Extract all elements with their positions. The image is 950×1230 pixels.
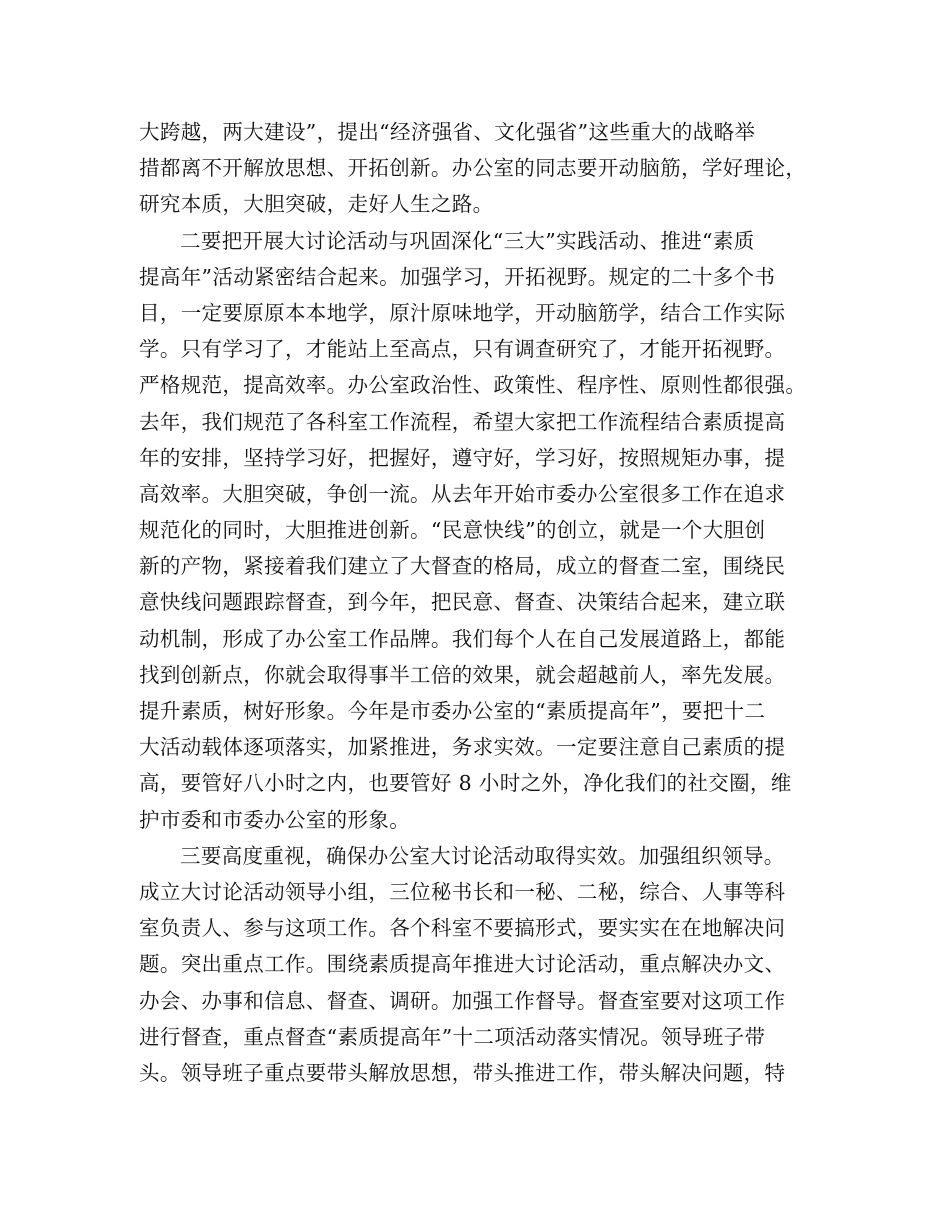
- text-line: 高，要管好八小时之内，也要管好 8 小时之外，净化我们的社交圈，维: [139, 771, 792, 796]
- text-line: 成立大讨论活动领导小组，三位秘书长和一秘、二秘，综合、人事等科: [139, 879, 786, 904]
- text-line: 提升素质，树好形象。今年是市委办公室的“素质提高年”，要把十二: [139, 699, 766, 723]
- text-line: 年的安排，坚持学习好，把握好，遵守好，学习好，按照规矩办事，提: [139, 445, 786, 470]
- text-line: 动机制，形成了办公室工作品牌。我们每个人在自己发展道路上，都能: [139, 626, 786, 651]
- text-line: 进行督查，重点督查“素质提高年”十二项活动落实情况。领导班子带: [139, 1024, 766, 1049]
- text-line: 措都离不开解放思想、开拓创新。办公室的同志要开动脑筋，学好理论，: [139, 156, 807, 181]
- text-line: 去年，我们规范了各科室工作流程，希望大家把工作流程结合素质提高: [139, 409, 786, 434]
- text-line: 目，一定要原原本本地学，原汁原味地学，开动脑筋学，结合工作实际: [139, 300, 786, 325]
- text-line: 高效率。大胆突破，争创一流。从去年开始市委办公室很多工作在追求: [139, 481, 786, 506]
- document-body: [139, 114, 819, 1091]
- text-line: 大活动载体逐项落实，加紧推进，务求实效。一定要注意自己素质的提: [139, 735, 786, 760]
- text-line: 护市委和市委办公室的形象。: [139, 807, 411, 832]
- text-line: 提高年”活动紧密结合起来。加强学习，开拓视野。规定的二十多个书: [139, 264, 776, 289]
- text-line: 三要高度重视，确保办公室大讨论活动取得实效。加强组织领导。: [180, 843, 785, 868]
- text-line: 室负责人、参与这项工作。各个科室不要搞形式，要实实在在地解决问: [139, 916, 786, 941]
- text-line: 新的产物，紧接着我们建立了大督查的格局，成立的督查二室，围绕民: [139, 554, 786, 579]
- text-line: 题。突出重点工作。围绕素质提高年推进大讨论活动，重点解决办文、: [139, 952, 786, 977]
- text-line: 二要把开展大讨论活动与巩固深化“三大”实践活动、推进“素质: [180, 228, 755, 253]
- text-line: 大跨越，两大建设”，提出“经济强省、文化强省”这些重大的战略举: [139, 120, 756, 144]
- text-line: 头。领导班子重点要带头解放思想，带头推进工作，带头解决问题，特: [139, 1060, 786, 1085]
- text-line: 意快线问题跟踪督查，到今年，把民意、督查、决策结合起来，建立联: [139, 590, 786, 615]
- text-line: 研究本质，大胆突破，走好人生之路。: [139, 192, 494, 217]
- text-line: 办会、办事和信息、督查、调研。加强工作督导。督查室要对这项工作: [139, 988, 786, 1013]
- text-line: 规范化的同时，大胆推进创新。“民意快线”的创立，就是一个大胆创: [139, 518, 766, 543]
- text-line: 严格规范，提高效率。办公室政治性、政策性、程序性、原则性都很强。: [139, 373, 807, 398]
- text-line: 找到创新点，你就会取得事半工倍的效果，就会超越前人，率先发展。: [139, 662, 786, 687]
- text-line: 学。只有学习了，才能站上至高点，只有调查研究了，才能开拓视野。: [139, 337, 786, 362]
